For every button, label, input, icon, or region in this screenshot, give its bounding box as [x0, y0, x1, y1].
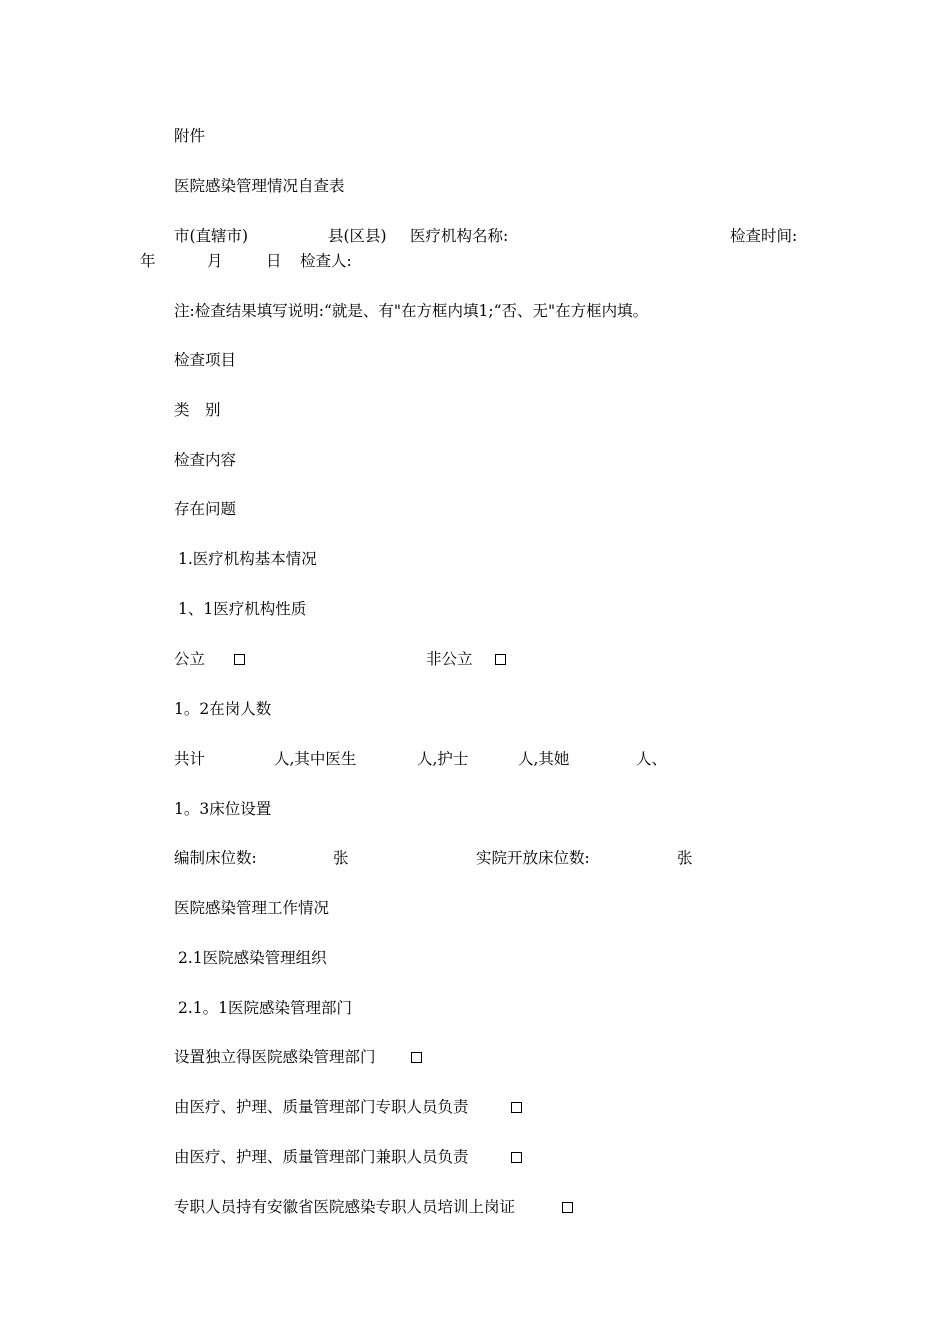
month-label: 月: [207, 252, 223, 270]
staff-total-label: 共计: [174, 750, 206, 768]
public-label: 公立: [174, 650, 206, 668]
public-checkbox[interactable]: [234, 654, 245, 665]
staff-doctors-label: 人,其中医生: [274, 750, 357, 768]
section-2-1-heading: 2.1医院感染管理组织: [178, 949, 327, 967]
staff-nurses-label: 人,护士: [417, 750, 469, 768]
beds-open-unit: 张: [677, 849, 693, 867]
year-label: 年: [140, 252, 156, 270]
column-category: 类 别: [174, 401, 221, 419]
option-label: 由医疗、护理、质量管理部门专职人员负责: [174, 1098, 469, 1116]
beds-planned-label: 编制床位数:: [174, 849, 257, 867]
option-checkbox[interactable]: [511, 1102, 522, 1113]
day-label: 日: [266, 252, 282, 270]
option-label: 专职人员持有安徽省医院感染专职人员培训上岗证: [174, 1198, 516, 1216]
option-checkbox[interactable]: [562, 1202, 573, 1213]
document-title: 医院感染管理情况自查表: [174, 177, 345, 195]
section-2-heading: 医院感染管理工作情况: [174, 899, 330, 917]
staff-others-label: 人,其她: [518, 750, 570, 768]
beds-planned-unit: 张: [333, 849, 349, 867]
check-time-label: 检查时间:: [730, 227, 798, 245]
nonpublic-label: 非公立: [426, 650, 473, 668]
section-1-3-heading: 1。3床位设置: [174, 800, 272, 818]
inspector-label: 检查人:: [300, 252, 352, 270]
column-check-item: 检查项目: [174, 351, 237, 369]
column-check-content: 检查内容: [174, 451, 237, 469]
section-1-heading: 1.医疗机构基本情况: [178, 550, 317, 568]
option-label: 由医疗、护理、质量管理部门兼职人员负责: [174, 1148, 469, 1166]
section-2-1-1-heading: 2.1。1医院感染管理部门: [178, 999, 353, 1017]
org-name-label: 医疗机构名称:: [410, 227, 509, 245]
beds-open-label: 实院开放床位数:: [476, 849, 590, 867]
attachment-label: 附件: [174, 127, 206, 145]
section-1-2-heading: 1。2在岗人数: [174, 700, 272, 718]
nonpublic-checkbox[interactable]: [495, 654, 506, 665]
county-label: 县(区县): [328, 227, 387, 245]
option-label: 设置独立得医院感染管理部门: [174, 1048, 376, 1066]
option-checkbox[interactable]: [511, 1152, 522, 1163]
option-checkbox[interactable]: [411, 1052, 422, 1063]
column-problems: 存在问题: [174, 500, 237, 518]
section-1-1-heading: 1、1医疗机构性质: [178, 600, 307, 618]
city-label: 市(直辖市): [174, 227, 249, 245]
staff-end-label: 人、: [636, 750, 668, 768]
fill-instruction-note: 注:检查结果填写说明:“就是、有"在方框内填1;“否、无"在方框内填。: [174, 302, 649, 320]
